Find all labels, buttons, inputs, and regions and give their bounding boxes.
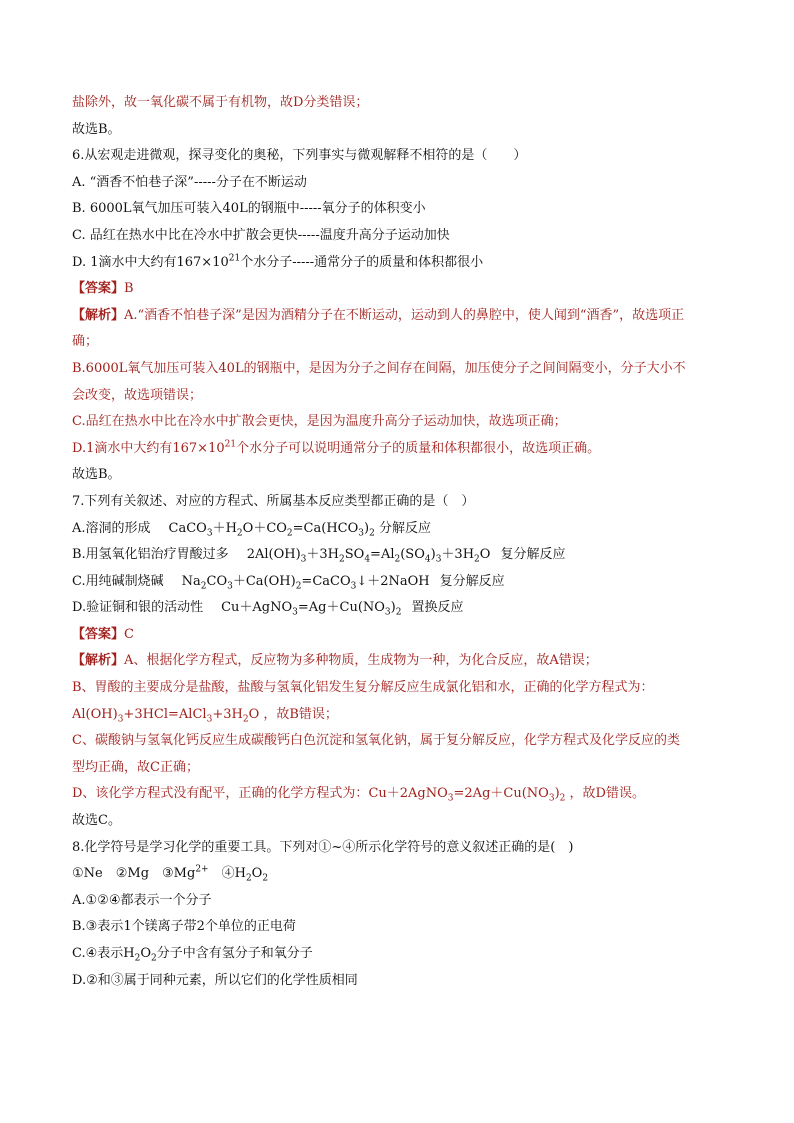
equation: $Cu+2AgNO_3=2Ag+Cu(NO_3)_2$ [368,786,566,805]
text-line: B、胃酸的主要成分是盐酸，盐酸与氢氧化铝发生复分解反应生成氯化铝和水，正确的化学方程式为： [72,680,654,696]
text-line: D.1滴水中大约有$167\times 10^{21}$个水分子可以说明通常分子的质量和体积都很小，故选项正确。 [72,439,601,456]
text-line: 故选B。 [72,121,121,137]
question-7-option-c: C.用纯碱制烧碱 $Na_2CO_3+Ca(OH)_2=CaCO_3↓+2NaOH$ 复分解反应 [72,573,505,592]
text-line: 确； [72,334,99,350]
question-6-answer: 【答案】B [72,281,134,297]
question-7-option-a: A.溶洞的形成 $CaCO_3+H_2O+CO_2=Ca(HCO_3)_2$ 分解反应 [72,520,431,539]
equation: $Na_2CO_3+Ca(OH)_2=CaCO_3↓+2NaOH$ [181,573,430,592]
text-line: $Al(OH)_3+3HCl=AlCl_3+3H_2O$ ，故B错误； [72,706,338,725]
question-8-symbols: ①Ne ②Mg $③Mg^{2+}$ $④H_2O_2$ [72,864,269,884]
equation: $Cu+AgNO_3=Ag+Cu(NO_3)_2$ [221,600,402,618]
equation: $CaCO_3+H_2O+CO_2=Ca(HCO_3)_2$ [168,520,375,539]
text-line: C.品红在热水中比在冷水中扩散会更快，是因为温度升高分子运动加快，故选项正确； [72,414,567,430]
text-line: D、该化学方程式没有配平，正确的化学方程式为：$Cu+2AgNO_3=2Ag+Cu(NO_3)_2$ ，故D错误。 [72,786,645,805]
question-7-option-d: D.验证铜和银的活动性 $Cu+AgNO_3=Ag+Cu(NO_3)_2$ 置换反应 [72,600,464,618]
question-8-option-a: A.①②④都表示一个分子 [72,892,212,908]
question-7-answer: 【答案】C [72,626,134,642]
question-8-option-d: D.②和③属于同种元素，所以它们的化学性质相同 [72,972,358,988]
text-line: 型均正确，故C正确； [72,759,199,775]
question-8-stem: 8.化学符号是学习化学的重要工具。下列对①~④所示化学符号的意义叙述正确的是( ) [72,839,574,855]
question-8-option-b: B.③表示1个镁离子带2个单位的正电荷 [72,919,296,935]
question-6-option-c: C. 品红在热水中比在冷水中扩散会更快-----温度升高分子运动加快 [72,227,450,243]
question-6-analysis: 【解析】A.“酒香不怕巷子深”是因为酒精分子在不断运动，运动到人的鼻腔中，使人闻到“酒香”，故选项正 [72,307,685,323]
equation: $Al(OH)_3+3HCl=AlCl_3+3H_2O$ [72,706,260,725]
text-line: C、碳酸钠与氢氧化钙反应生成碳酸钙白色沉淀和氢氧化钠，属于复分解反应，化学方程式及化学反应的类 [72,733,680,749]
question-7-stem: 7.下列有关叙述、对应的方程式、所属基本反应类型都正确的是（ ） [72,493,475,509]
text-line: 故选B。 [72,467,121,483]
question-7-analysis: 【解析】A、根据化学方程式，反应物为多种物质，生成物为一种，为化合反应，故A错误； [72,653,598,669]
question-6-option-a: A. “酒香不怕巷子深”-----分子在不断运动 [72,174,307,190]
question-7-option-b: B.用氢氧化铝治疗胃酸过多 $2Al(OH)_3+3H_2SO_4=Al_2(SO_4)_3+3H_2O$ 复分解反应 [72,547,566,565]
text-line: B.6000L氧气加压可装入40L的钢瓶中，是因为分子之间存在间隔，加压使分子之间间隔变小，分子大小不 [72,360,686,376]
question-6-option-b: B. 6000L氧气加压可装入40L的钢瓶中-----氧分子的体积变小 [72,201,426,217]
equation: $2Al(OH)_3+3H_2SO_4=Al_2(SO_4)_3+3H_2O$ [246,547,491,565]
document-page [72,90,732,994]
text-line: 盐除外，故一氧化碳不属于有机物，故D分类错误； [72,95,369,110]
question-6-option-d: D. 1滴水中大约有$167\times 10^{21}$个水分子-----通常分子的质量和体积都很小 [72,253,484,270]
text-line: 故选C。 [72,813,121,829]
text-line: 会改变，故选项错误； [72,387,203,403]
question-6-stem: 6.从宏观走进微观，探寻变化的奥秘，下列事实与微观解释不相符的是（ ） [72,148,527,164]
question-8-option-c: C.④表示$H_2O_2$分子中含有氢分子和氧分子 [72,946,313,964]
